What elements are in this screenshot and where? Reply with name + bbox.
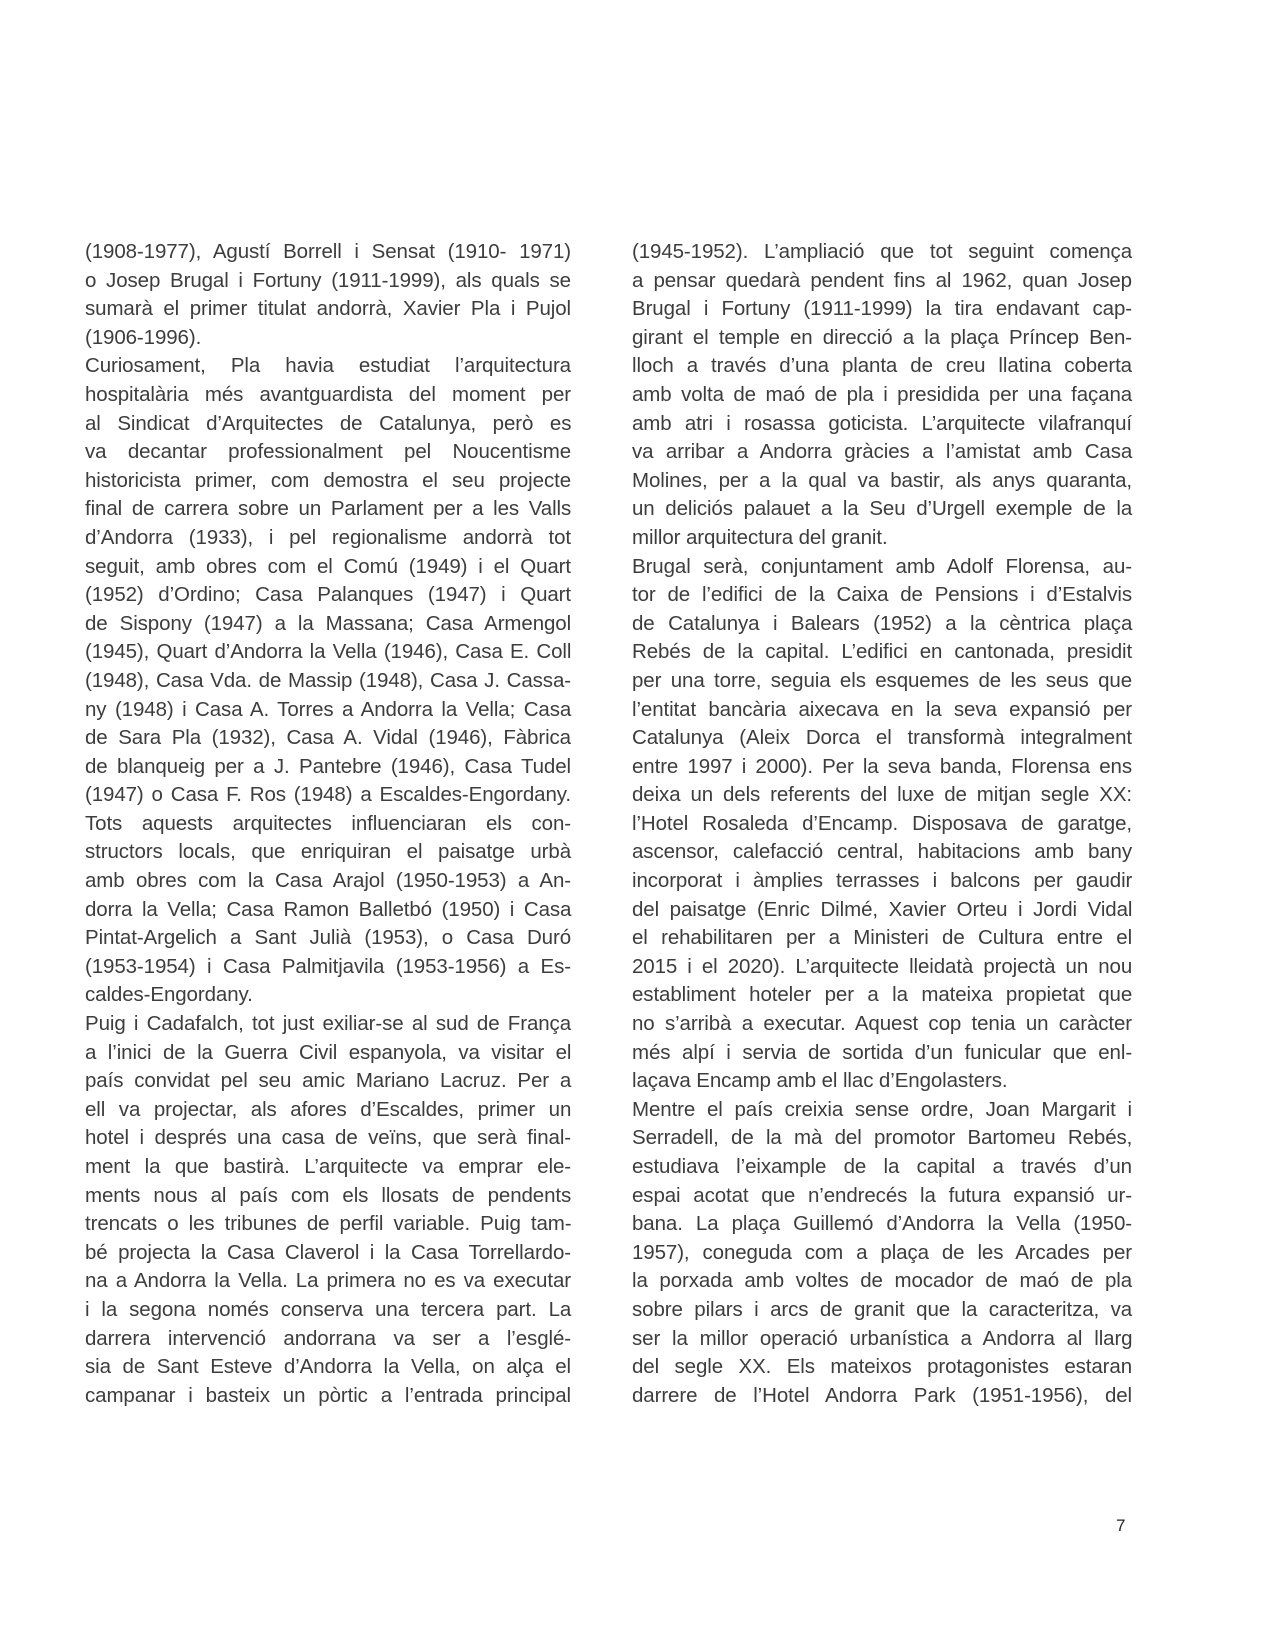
text-line: va decantar professionalment pel Noucentisme <box>85 440 571 464</box>
text-line: de Sispony (1947) a la Massana; Casa Armengol <box>85 611 572 635</box>
text-line: Brugal serà, conjuntament amb Adolf Florensa, au- <box>632 554 1132 578</box>
text-line: de Sara Pla (1932), Casa A. Vidal (1946), Fàbrica <box>85 726 571 750</box>
text-line: o Josep Brugal i Fortuny (1911-1999), als quals se <box>85 268 571 292</box>
text-line: ascensor, calefacció central, habitacions amb bany <box>632 840 1132 864</box>
text-line: dorra la Vella; Casa Ramon Balletbó (1950) i Casa <box>85 897 572 921</box>
page-number: 7 <box>1116 1516 1126 1535</box>
text-line: d’Andorra (1933), i pel regionalisme andorrà tot <box>85 525 571 549</box>
text-line: 1957), coneguda com a plaça de les Arcades per <box>632 1240 1132 1264</box>
text-line: de blanqueig per a J. Pantebre (1946), Casa Tudel <box>85 754 571 778</box>
text-line: Brugal i Fortuny (1911-1999) la tira endavant cap- <box>632 297 1133 321</box>
text-line: (1948), Casa Vda. de Massip (1948), Casa J. Cassa- <box>85 668 571 692</box>
text-line: del paisatge (Enric Dilmé, Xavier Orteu i Jordi Vidal <box>632 897 1133 921</box>
text-line: i la segona només conserva una tercera part. La <box>85 1297 572 1321</box>
text-line: (1953-1954) i Casa Palmitjavila (1953-1956) a Es- <box>85 954 571 978</box>
text-line: ny (1948) i Casa A. Torres a Andorra la Vella; Casa <box>85 697 572 721</box>
text-line: (1908-1977), Agustí Borrell i Sensat (1910- 1971) <box>85 240 571 263</box>
text-line: Mentre el país creixia sense ordre, Joan Margarit i <box>632 1097 1132 1121</box>
text-line: per una torre, seguia els esquemes de les seus que <box>632 668 1132 692</box>
text-line: structors locals, que enriquiran el paisatge urbà <box>85 840 571 864</box>
text-line: Tots aquests arquitectes influenciaran els con- <box>85 811 571 835</box>
text-line: lloch a través d’una planta de creu llatina coberta <box>632 354 1132 378</box>
text-line: Pintat-Argelich a Sant Julià (1953), o Casa Duró <box>85 926 571 950</box>
text-line: girant el temple en direcció a la plaça Príncep Ben- <box>632 325 1132 349</box>
text-line: amb volta de maó de pla i presidida per una façana <box>632 382 1133 406</box>
text-line: Serradell, de la mà del promotor Bartomeu Rebés, <box>632 1126 1133 1150</box>
text-line: sia de Sant Esteve d’Andorra la Vella, on alça el <box>85 1355 571 1379</box>
text-line: a l’inici de la Guerra Civil espanyola, va visitar el <box>85 1040 572 1064</box>
text-line: na a Andorra la Vella. La primera no es va executar <box>85 1269 571 1293</box>
text-line: ser la millor operació urbanística a Andorra al llarg <box>632 1326 1133 1350</box>
text-line: deixa un dels referents del luxe de mitjan segle XX: <box>632 783 1132 807</box>
text-line: darrere de l’Hotel Andorra Park (1951-1956), del <box>632 1383 1132 1407</box>
text-line: (1945-1952). L’ampliació que tot seguint comença <box>632 240 1132 263</box>
text-line: trencats o les tribunes de perfil variable. Puig tam- <box>85 1212 572 1236</box>
text-line: ell va projectar, als afores d’Escaldes, primer un <box>85 1097 572 1121</box>
text-line: amb atri i rosassa goticista. L’arquitecte vilafranquí <box>632 411 1132 435</box>
text-line: millor arquitectura del granit. <box>632 525 888 549</box>
text-line: caldes-Engordany. <box>85 983 253 1007</box>
left-column-text <box>85 238 571 1410</box>
text-line: hotel i després una casa de veïns, que serà final- <box>85 1126 571 1150</box>
text-line: (1952) d’Ordino; Casa Palanques (1947) i Quart <box>85 583 571 607</box>
text-line: Catalunya (Aleix Dorca el transformà integralment <box>632 726 1132 750</box>
text-line: bana. La plaça Guillemó d’Andorra la Vella (1950- <box>632 1212 1132 1236</box>
text-line: a pensar quedarà pendent fins al 1962, quan Josep <box>632 268 1132 292</box>
text-line: país convidat pel seu amic Mariano Lacruz. Per a <box>85 1069 572 1093</box>
text-line: Puig i Cadafalch, tot just exiliar-se al sud de França <box>85 1012 571 1036</box>
text-line: Rebés de la capital. L’edifici en cantonada, presidit <box>632 640 1133 664</box>
text-line: de Catalunya i Balears (1952) a la cèntrica plaça <box>632 611 1133 635</box>
text-line: 2015 i el 2020). L’arquitecte lleidatà projectà un nou <box>632 954 1133 978</box>
text-line: el rehabilitaren per a Ministeri de Cultura entre el <box>632 926 1133 950</box>
text-line: va arribar a Andorra gràcies a l’amistat amb Casa <box>632 440 1133 464</box>
text-line: més alpí i servia de sortida d’un funicular que enl- <box>632 1040 1133 1064</box>
text-line: entre 1997 i 2000). Per la seva banda, Florensa ens <box>632 754 1132 778</box>
text-line: final de carrera sobre un Parlament per a les Valls <box>85 497 572 521</box>
text-line: bé projecta la Casa Claverol i la Casa Torrellardo- <box>85 1240 571 1264</box>
text-line: Curiosament, Pla havia estudiat l’arquitectura <box>85 354 571 378</box>
text-line: del segle XX. Els mateixos protagonistes estaran <box>632 1355 1132 1379</box>
text-line: espai acotat que n’endrecés la futura expansió ur- <box>632 1183 1132 1207</box>
text-line: sumarà el primer titulat andorrà, Xavier Pla i Pujol <box>85 297 571 321</box>
right-column-text <box>632 238 1132 1410</box>
text-line: incorporat i àmplies terrasses i balcons per gaudir <box>632 869 1133 893</box>
text-line: ment la que bastirà. L’arquitecte va emprar ele- <box>85 1155 571 1178</box>
text-line: estudiava l’eixample de la capital a través d’un <box>632 1155 1132 1178</box>
text-line: l’entitat bancària aixecava en la seva expansió per <box>632 697 1133 721</box>
text-line: la porxada amb voltes de mocador de maó de pla <box>632 1269 1132 1293</box>
text-line: (1945), Quart d’Andorra la Vella (1946), Casa E. Coll <box>85 640 572 664</box>
text-line: un deliciós palauet a la Seu d’Urgell exemple de la <box>632 497 1133 521</box>
text-line: tor de l’edifici de la Caixa de Pensions i d’Estalvis <box>632 583 1132 607</box>
text-line: laçava Encamp amb el llac d’Engolasters. <box>632 1069 1008 1093</box>
text-line: (1906-1996). <box>85 325 202 349</box>
text-line: establiment hoteler per a la mateixa propietat que <box>632 983 1133 1007</box>
text-line: l’Hotel Rosaleda d’Encamp. Disposava de garatge, <box>632 811 1132 835</box>
text-line: no s’arribà a executar. Aquest cop tenia un caràcter <box>632 1012 1133 1036</box>
text-line: sobre pilars i arcs de granit que la caracteritza, va <box>632 1297 1133 1321</box>
text-line: darrera intervenció andorrana va ser a l’esglé- <box>85 1326 571 1350</box>
text-line: campanar i basteix un pòrtic a l’entrada principal <box>85 1383 571 1407</box>
text-line: hospitalària més avantguardista del moment per <box>85 382 571 406</box>
text-line: (1947) o Casa F. Ros (1948) a Escaldes-Engordany. <box>85 783 571 807</box>
text-line: al Sindicat d’Arquitectes de Catalunya, però es <box>85 411 572 435</box>
text-line: ments nous al país com els llosats de pendents <box>85 1183 572 1207</box>
text-line: seguit, amb obres com el Comú (1949) i el Quart <box>85 554 571 578</box>
text-line: Molines, per a la qual va bastir, als anys quaranta, <box>632 468 1132 492</box>
text-line: amb obres com la Casa Arajol (1950-1953) a An- <box>85 869 571 893</box>
text-line: historicista primer, com demostra el seu projecte <box>85 468 571 492</box>
